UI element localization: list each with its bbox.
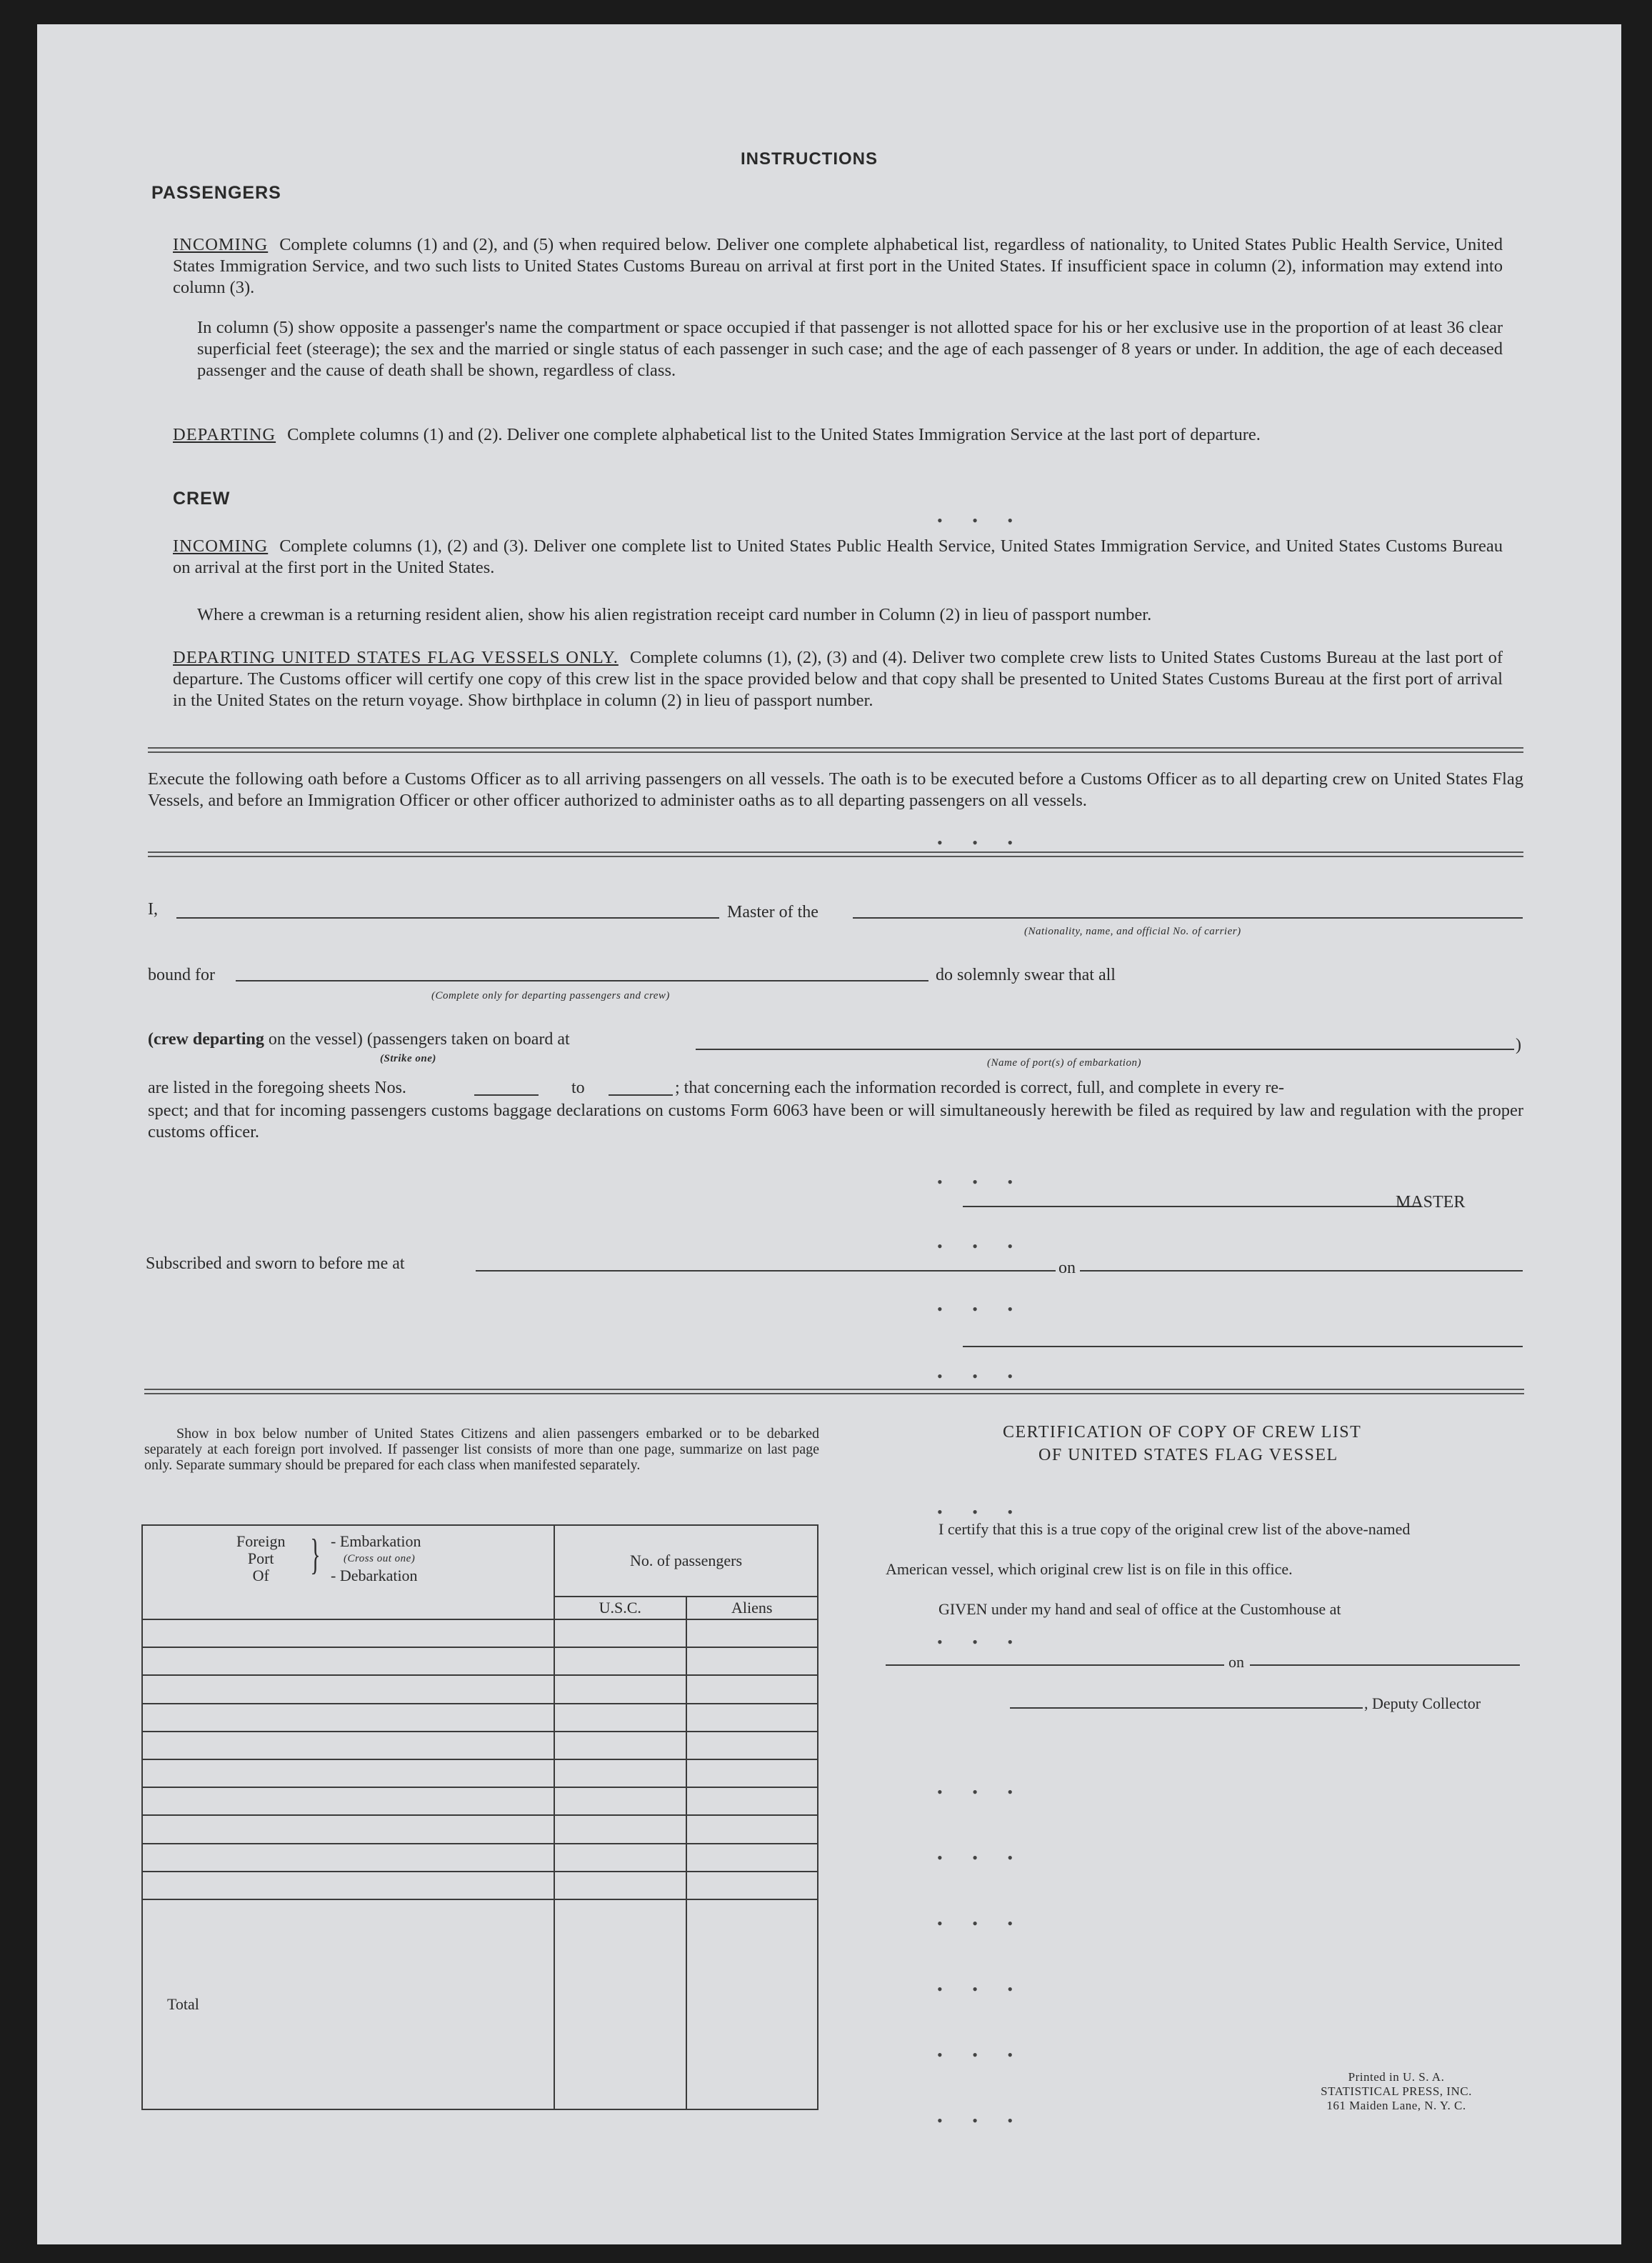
usc-cell[interactable] (554, 1787, 686, 1815)
carrier-note: (Nationality, name, and official No. of carrier) (1024, 926, 1241, 937)
punch-marks: • • • (937, 1237, 1026, 1255)
port-label-foreign: Foreign (236, 1532, 286, 1550)
punch-marks: • • • (937, 1173, 1026, 1191)
officer-signature-field[interactable] (963, 1346, 1523, 1347)
punch-marks: • • • (937, 1300, 1026, 1318)
usc-total-cell[interactable] (554, 1899, 686, 2109)
aliens-cell[interactable] (686, 1675, 819, 1703)
port-label-port: Port (247, 1549, 274, 1567)
debarkation-label: - Debarkation (331, 1567, 418, 1584)
customhouse-field[interactable] (886, 1664, 1224, 1666)
usc-cell[interactable] (554, 1872, 686, 1899)
table-row (142, 1844, 818, 1872)
aliens-cell[interactable] (686, 1732, 819, 1759)
crew-heading: CREW (173, 489, 231, 509)
oath-instruction: Execute the following oath before a Customs Officer as to all arriving passengers on all vessels. The oath is to be executed before a Customs Officer as to all departing crew on United States Flag Vessels, and before an Immigration Officer or other officer authorized to administer oaths as to all departing passengers on all vessels. (148, 769, 1523, 810)
brace: } (310, 1531, 321, 1578)
usc-cell[interactable] (554, 1675, 686, 1703)
punch-marks: • • • (937, 1783, 1026, 1801)
crew-incoming-instruction (173, 536, 1503, 579)
crew-departing-lead: DEPARTING UNITED STATES FLAG VESSELS ONLY. (173, 648, 619, 667)
punch-marks: • • • (937, 2046, 1026, 2064)
incoming-lead: INCOMING (173, 235, 269, 254)
printer-line-3: 161 Maiden Lane, N. Y. C. (1326, 2099, 1466, 2112)
no-of-passengers-header: No. of passengers (554, 1525, 818, 1597)
master-label: MASTER (1396, 1193, 1466, 1212)
port-header (142, 1525, 554, 1619)
crew-departing-text: (crew departing (148, 1030, 264, 1049)
cross-out-note: (Cross out one) (344, 1553, 416, 1564)
column5-instruction: In column (5) show opposite a passenger's name the compartment or space occupied if that passenger is not allotted space for his or her exclusive use in the proportion of at least 36 clear superficial feet (steerage); the sex and the married or single status of each passenger in such case; and the age of each passenger of 8 years or under. In addition, the age of each deceased passenger and the cause of death shall be shown, regardless of class. (197, 318, 1503, 380)
statement-first: ; that concerning each the information recorded is correct, full, and complete in every re- (675, 1079, 1284, 1097)
table-row (142, 1759, 818, 1787)
aliens-cell[interactable] (686, 1787, 819, 1815)
bound-for-field[interactable] (236, 980, 928, 981)
divider (148, 747, 1523, 753)
sheet-from-field[interactable] (474, 1094, 539, 1096)
punch-marks: • • • (937, 1633, 1026, 1651)
punch-marks: • • • (937, 511, 1026, 529)
embarkation-label: - Embarkation (331, 1532, 421, 1550)
table-row (142, 1675, 818, 1703)
total-row (142, 1899, 818, 2109)
port-cell[interactable] (142, 1815, 554, 1843)
given-text: GIVEN under my hand and seal of office at the Customhouse at (938, 1600, 1341, 1618)
divider (144, 1389, 1524, 1394)
aliens-cell[interactable] (686, 1872, 819, 1899)
crew-incoming-text: Complete columns (1), (2) and (3). Deliver one complete list to United States Public Health Service, United States Immigration Service, and United States Customs Bureau on arrival at the first port in the United States. (173, 536, 1503, 577)
printer-imprint (1257, 2070, 1536, 2113)
aliens-cell[interactable] (686, 1619, 819, 1647)
passenger-summary-table (141, 1524, 819, 2110)
passengers-taken-text: (passengers taken on board at (366, 1030, 570, 1049)
aliens-cell[interactable] (686, 1647, 819, 1675)
departing-lead: DEPARTING (173, 425, 276, 444)
strike-note: (Strike one) (380, 1053, 436, 1064)
usc-cell[interactable] (554, 1647, 686, 1675)
aliens-header: Aliens (686, 1597, 819, 1619)
printer-line-1: Printed in U. S. A. (1348, 2070, 1445, 2084)
crew-departing-text: Complete columns (1), (2), (3) and (4). Deliver two complete crew lists to United States Customs Bureau at the last port of departure. The Customs officer will certify one copy of this crew list in the space provided below and that copy shall be presented to United States Customs Bureau at the first port of arrival in the United States on the return voyage. Show birthplace in column (2) in lieu of passport number. (173, 648, 1503, 710)
sworn-on-label: on (1058, 1259, 1076, 1277)
ports-note: (Name of port(s) of embarkation) (987, 1057, 1141, 1069)
form-page (37, 24, 1621, 2244)
aliens-cell[interactable] (686, 1704, 819, 1732)
punch-marks: • • • (937, 2112, 1026, 2129)
aliens-cell[interactable] (686, 1844, 819, 1872)
port-cell[interactable] (142, 1675, 554, 1703)
subscribed-label: Subscribed and sworn to before me at (146, 1254, 405, 1273)
swear-label: do solemnly swear that all (936, 966, 1116, 984)
punch-marks: • • • (937, 1914, 1026, 1932)
punch-marks: • • • (937, 1849, 1026, 1867)
table-row (142, 1872, 818, 1899)
instructions-title: INSTRUCTIONS (741, 149, 878, 169)
table-row (142, 1787, 818, 1815)
master-signature-field[interactable] (963, 1206, 1420, 1207)
crew-resident-instruction: Where a crewman is a returning resident alien, show his alien registration receipt card number in Column (2) in lieu of passport number. (197, 605, 1152, 624)
usc-cell[interactable] (554, 1759, 686, 1787)
incoming-text: Complete columns (1) and (2), and (5) when required below. Deliver one complete alphabetical list, regardless of nationality, to United States Public Health Service, United States Immigration Service, and two such lists to United States Customs Bureau on arrival at first port in the United States. If insufficient space in column (2), information may extend into column (3). (173, 235, 1503, 297)
passengers-heading: PASSENGERS (151, 183, 281, 203)
bound-note: (Complete only for departing passengers and crew) (431, 990, 670, 1001)
port-cell[interactable] (142, 1844, 554, 1872)
master-name-field[interactable] (176, 917, 719, 919)
table-row (142, 1619, 818, 1647)
table-row (142, 1815, 818, 1843)
port-cell[interactable] (142, 1619, 554, 1647)
port-cell[interactable] (142, 1872, 554, 1899)
usc-cell[interactable] (554, 1732, 686, 1759)
carrier-field[interactable] (853, 917, 1523, 919)
crew-incoming-lead: INCOMING (173, 536, 269, 556)
to-label: to (571, 1079, 585, 1097)
bound-for-label: bound for (148, 966, 215, 984)
port-cell[interactable] (142, 1704, 554, 1732)
usc-header: U.S.C. (554, 1597, 686, 1619)
sheet-to-field[interactable] (609, 1094, 673, 1096)
port-cell[interactable] (142, 1787, 554, 1815)
table-row (142, 1732, 818, 1759)
port-cell[interactable] (142, 1732, 554, 1759)
usc-cell[interactable] (554, 1815, 686, 1843)
certification-date-field[interactable] (1250, 1664, 1520, 1666)
certify-line-1: I certify that this is a true copy of the original crew list of the above-named (938, 1520, 1411, 1538)
close-paren: ) (1516, 1036, 1521, 1054)
punch-marks: • • • (937, 834, 1026, 851)
certify-line-2: American vessel, which original crew list is on file in this office. (886, 1560, 1293, 1578)
divider (148, 851, 1523, 857)
sworn-date-field[interactable] (1080, 1270, 1523, 1272)
port-label-of: Of (252, 1567, 269, 1584)
passengers-incoming-instruction (173, 234, 1503, 299)
usc-cell[interactable] (554, 1619, 686, 1647)
certification-title-2: OF UNITED STATES FLAG VESSEL (1038, 1446, 1338, 1464)
crew-passenger-line (148, 1030, 570, 1049)
statement-rest: spect; and that for incoming passengers customs baggage declarations on customs Form 6063 have been or will simultaneously herewith be filed as required by law and regulation with the proper customs officer. (148, 1101, 1523, 1142)
crew-departing-instruction (173, 647, 1503, 711)
aliens-cell[interactable] (686, 1759, 819, 1787)
deputy-signature-field[interactable] (1010, 1707, 1363, 1709)
passengers-departing-instruction (173, 424, 1503, 446)
punch-marks: • • • (937, 1980, 1026, 1998)
punch-marks: • • • (937, 1367, 1026, 1385)
certification-on-label: on (1228, 1653, 1244, 1671)
total-label: Total (142, 1899, 554, 2109)
printer-line-2: STATISTICAL PRESS, INC. (1321, 2084, 1472, 2098)
sworn-place-field[interactable] (476, 1270, 1056, 1272)
aliens-total-cell[interactable] (686, 1899, 819, 2109)
table-row (142, 1647, 818, 1675)
summary-instruction: Show in box below number of United States Citizens and alien passengers embarked or to be debarked separately at each foreign port involved. If passenger list consists of more than one page, summarize on last page only. Separate summary should be prepared for each class when manifested separately. (144, 1426, 819, 1473)
punch-marks: • • • (937, 1503, 1026, 1521)
on-vessel-text: on the vessel) (268, 1030, 363, 1049)
certification-title-1: CERTIFICATION OF COPY OF CREW LIST (1003, 1423, 1362, 1442)
departing-text: Complete columns (1) and (2). Deliver one complete alphabetical list to the United States Immigration Service at the last port of departure. (287, 425, 1261, 444)
master-of-label: Master of the (727, 903, 819, 921)
listed-label: are listed in the foregoing sheets Nos. (148, 1079, 406, 1097)
deputy-label: , Deputy Collector (1364, 1694, 1481, 1712)
usc-cell[interactable] (554, 1844, 686, 1872)
i-label: I, (148, 900, 158, 919)
port-cell[interactable] (142, 1647, 554, 1675)
embarkation-ports-field[interactable] (696, 1049, 1514, 1050)
aliens-cell[interactable] (686, 1815, 819, 1843)
usc-cell[interactable] (554, 1704, 686, 1732)
table-row (142, 1704, 818, 1732)
port-cell[interactable] (142, 1759, 554, 1787)
